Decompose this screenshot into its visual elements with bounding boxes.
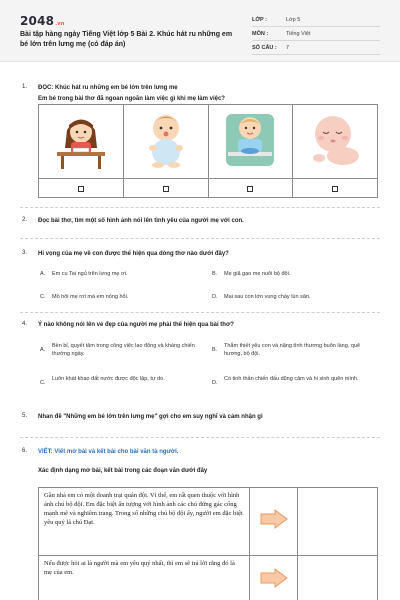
answer-image-table — [38, 104, 378, 198]
divider — [20, 312, 380, 313]
question-number: 1. — [22, 84, 28, 90]
baby-playing-icon — [136, 108, 196, 170]
meta-value: Lớp 5 — [286, 17, 301, 23]
question-number: 6. — [22, 448, 28, 454]
arrow-cell — [250, 556, 298, 600]
meta-value: Tiếng Việt — [286, 31, 311, 37]
meta-value: 7 — [286, 45, 290, 51]
passage-text: Gần nhà em có một doanh trại quân đội. Vì thế, em rất quen thuộc với hình ảnh chú bộ đội. Em đặc biệt ấn tượng với hình ảnh các chú đứng gác cổng mạnh mẽ và nghiêm trang. Trong số những chú bộ đội ấy, người em đặc biệt yêu quý là chú Đạt. — [39, 488, 250, 556]
logo-suffix: .vn — [55, 21, 65, 27]
site-logo[interactable] — [20, 14, 65, 28]
arrow-right-icon — [260, 509, 288, 529]
question-title: VIẾT: Viết mở bài và kết bài cho bài văn tả người. — [38, 449, 179, 455]
document-header — [0, 0, 400, 62]
meta-row-class — [252, 14, 380, 27]
option-letter: A. — [40, 271, 46, 277]
question-text: Ý nào không nói lên vẻ đẹp của người mẹ phải thể hiện qua bài thơ? — [38, 322, 234, 328]
image-cell — [293, 105, 378, 179]
document-title: Bài tập hàng ngày Tiếng Việt lớp 5 Bài 2. Khúc hát ru những em bé lớn trên lưng mẹ (có đáp án) — [20, 31, 233, 48]
meta-key: LỚP : — [252, 17, 267, 23]
option-letter: D. — [212, 380, 218, 386]
image-cell — [123, 105, 208, 179]
answer-cell[interactable] — [298, 488, 378, 556]
question-number: 2. — [22, 217, 28, 223]
arrow-cell — [250, 488, 298, 556]
option-text: Mai sau con lớn vung chày lún sân. — [224, 294, 311, 300]
passage-table — [38, 487, 378, 600]
question-text: Hi vọng của mẹ về con được thể hiện qua dòng thơ nào dưới đây? — [38, 251, 229, 257]
baby-sleeping-icon — [305, 108, 365, 170]
option-letter: C. — [40, 380, 46, 386]
question-text: Đọc bài thơ, tìm một số hình ảnh nói lên tình yêu của người mẹ với con. — [38, 218, 244, 224]
option-letter: A. — [40, 347, 46, 353]
option-letter: C. — [40, 294, 46, 300]
answer-checkbox-cell[interactable] — [208, 179, 293, 198]
passage-text: Nếu được hỏi ai là người mà em yêu quý nhất, thì em sẽ trả lời rằng đó là mẹ của em. — [39, 556, 250, 600]
answer-checkbox[interactable] — [332, 186, 338, 192]
question-subtitle: Em bé trong bài thơ đã ngoan ngoãn làm việc gì khi mẹ làm việc? — [38, 96, 225, 102]
answer-checkbox[interactable] — [247, 186, 253, 192]
question-title: ĐỌC: Khúc hát ru những em bé lớn trên lưng mẹ — [38, 85, 178, 91]
question-subtitle: Xác định dạng mở bài, kết bài trong các đoạn văn dưới đây — [38, 468, 208, 474]
girl-studying-icon — [51, 108, 111, 170]
baby-eating-icon — [220, 108, 280, 170]
answer-cell[interactable] — [298, 556, 378, 600]
answer-checkbox[interactable] — [163, 186, 169, 192]
answer-checkbox[interactable] — [78, 186, 84, 192]
meta-key: MÔN : — [252, 31, 269, 37]
answer-checkbox-cell[interactable] — [293, 179, 378, 198]
meta-row-subject — [252, 28, 380, 41]
option-text: Em cu Tai ngủ trên lưng mẹ ơi. — [52, 271, 128, 277]
logo-text: 2048 — [20, 14, 55, 28]
meta-row-question-count — [252, 42, 380, 55]
arrow-right-icon — [260, 568, 288, 588]
option-text: Thắm thiết yêu con và nặng tình thương buôn làng, quê hương, bộ đội. — [224, 343, 361, 357]
answer-checkbox-cell[interactable] — [123, 179, 208, 198]
answer-checkbox-cell[interactable] — [39, 179, 124, 198]
option-letter: B. — [212, 271, 218, 277]
option-letter: B. — [212, 347, 218, 353]
option-text: Luôn khát khao đất nước được độc lập, tự do. — [52, 376, 165, 382]
question-number: 5. — [22, 413, 28, 419]
question-text: Nhan đề "Những em bé lớn trên lưng mẹ" gợi cho em suy nghĩ và cảm nhận gì — [38, 414, 263, 420]
question-number: 4. — [22, 321, 28, 327]
question-number: 3. — [22, 250, 28, 256]
divider — [20, 238, 380, 239]
option-text: Mẹ giã gạo mẹ nuôi bộ đội. — [224, 271, 291, 277]
divider — [20, 207, 380, 208]
divider — [20, 437, 380, 438]
image-cell — [39, 105, 124, 179]
image-cell — [208, 105, 293, 179]
option-text: Có tinh thần chiến đấu dũng cảm và hi sinh quên mình. — [224, 376, 359, 382]
option-text: Bền bỉ, quyết tâm trong công việc lao động và kháng chiến thường ngày. — [52, 343, 195, 357]
option-letter: D. — [212, 294, 218, 300]
option-text: Mồ hôi mẹ rơi má em nóng hổi. — [52, 294, 129, 300]
meta-key: SỐ CÂU : — [252, 45, 277, 51]
